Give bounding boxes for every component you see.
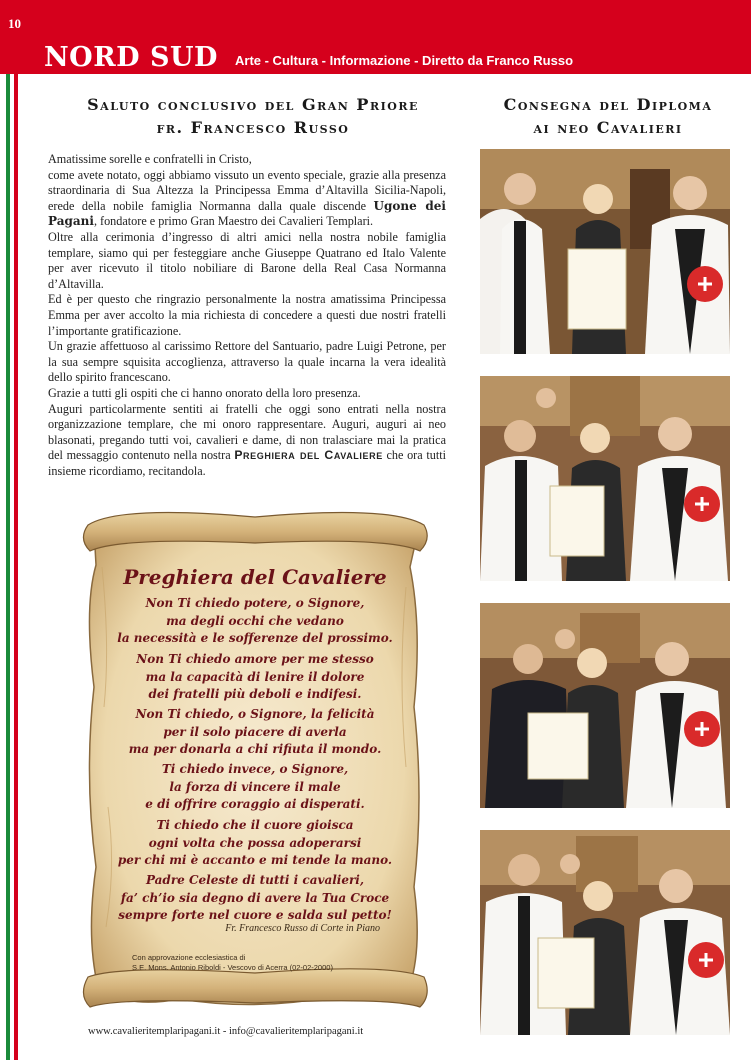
prayer-line: Ti chiedo che il cuore gioisca: [156, 818, 354, 832]
prayer-stanza: [100, 872, 410, 925]
masthead-title: NORD SUD: [44, 42, 218, 73]
prayer-line: ogni volta che possa adoperarsi: [148, 835, 362, 850]
flag-stripe-red: [14, 74, 18, 1060]
article-heading-line1: Saluto conclusivo del Gran Priore: [87, 95, 419, 114]
ceremony-photo: [480, 603, 730, 808]
prayer-scroll: [80, 507, 430, 1012]
article-paragraph: Un grazie affettuoso al carissimo Rettore del Santuario, padre Luigi Petrone, per la sua sempre squisita accoglienza, attraverso la quale incarna la vera idealità dello spirito francescano.: [48, 339, 446, 385]
prayer-line: sempre forte nel cuore e salda sul petto!: [118, 908, 392, 922]
header-band: [0, 0, 751, 74]
masthead-tagline: Arte - Cultura - Informazione - Diretto da Franco Russo: [235, 53, 574, 68]
text-run: Auguri particolarmente sentiti ai fratelli che oggi sono entrati nella nostra organizzazione templare, che mi onoro rappresentare. Auguri, auguri ai neo blasonati, pregando tutti voi, cavalieri e dame, di non tralasciare mai la pratica del messaggio contenuto nella nostra: [48, 401, 446, 463]
prayer-reference: Preghiera del Cavaliere: [234, 448, 383, 463]
prayer-line: e di offrire coraggio ai disperati.: [145, 797, 365, 811]
article-paragraph: Ed è per questo che ringrazio personalmente la nostra amatissima Principessa Emma per aver accolto la mia richiesta di concedere a questi due nostri fratelli l’importante gratificazione.: [48, 292, 446, 338]
prayer-signature: Fr. Francesco Russo di Corte in Piano: [225, 923, 380, 934]
approval-line: Con approvazione ecclesiastica di: [132, 953, 246, 962]
prayer-line: fa’ ch’io sia degno di avere la Tua Croce: [120, 890, 390, 905]
footer-contact: www.cavalieritemplaripagani.it - info@cavalieritemplaripagani.it: [88, 1026, 364, 1037]
prayer-line: ma la capacità di lenire il dolore: [145, 669, 365, 684]
prayer-line: per chi mi è accanto e mi tende la mano.: [117, 853, 393, 867]
ceremony-photo: [480, 376, 730, 581]
approval-line: S.E. Mons. Antonio Riboldi - Vescovo di Acerra (02-02-2000): [132, 962, 333, 972]
prayer-line: la necessità e le sofferenze del prossimo.: [117, 631, 393, 645]
prayer-line: Non Ti chiedo potere, o Signore,: [145, 596, 365, 610]
article-heading: [48, 93, 458, 139]
article-paragraph: [48, 402, 446, 480]
article-heading-line2: fr. Francesco Russo: [156, 118, 350, 137]
photo-section-heading: [476, 93, 740, 139]
prayer-stanza: [100, 595, 410, 648]
prayer-line: Non Ti chiedo amore per me stesso: [136, 652, 374, 666]
prayer-line: ma degli occhi che vedano: [166, 613, 344, 628]
photo-heading-line1: Consegna del Diploma: [503, 95, 713, 114]
ceremony-photo: [480, 149, 730, 354]
prayer-line: la forza di vincere il male: [169, 779, 341, 794]
page-number: 10: [8, 16, 21, 31]
photo-heading-line2: ai neo Cavalieri: [533, 118, 683, 137]
article-paragraph: [48, 168, 446, 230]
article-salutation: Amatissime sorelle e confratelli in Cristo,: [48, 152, 252, 166]
article-paragraph: Grazie a tutti gli ospiti che ci hanno onorato della loro presenza.: [48, 385, 361, 400]
prayer-line: Padre Celeste di tutti i cavalieri,: [145, 873, 365, 887]
prayer-line: ma per donarla a chi rifiuta il mondo.: [128, 742, 382, 756]
article-body: [48, 152, 446, 479]
prayer-title: Preghiera del Cavaliere: [123, 565, 387, 589]
ecclesiastical-approval: [132, 953, 372, 972]
ceremony-photo: [480, 830, 730, 1035]
text-run: , fondatore e primo Gran Maestro dei Cavalieri Templari.: [93, 214, 374, 229]
highlighted-name: Ugone dei Pagani: [48, 198, 446, 229]
prayer-line: Non Ti chiedo, o Signore, la felicità: [135, 707, 375, 721]
article-paragraph: Oltre alla cerimonia d’ingresso di altri amici nella nostra nobile famiglia templare, siamo qui per festeggiare anche Giuseppe Quatrano ed Italo Valente per aver ricevuto il titolo nobiliare di Barone della Real Casa Normanna d’Altavilla.: [48, 229, 446, 291]
prayer-line: Ti chiedo invece, o Signore,: [161, 762, 349, 776]
prayer-stanza: [100, 817, 410, 870]
text-run: che ora tutti insieme ricordiamo, recitandola.: [48, 448, 446, 478]
text-run: come avete notato, oggi abbiamo vissuto un evento speciale, grazie alla presenza straordinaria di Sua Altezza la Principessa Emma d’Altavilla Sicilia-Napoli, erede della nobile famiglia Normanna dalla quale discende: [48, 167, 446, 213]
prayer-stanza: [100, 761, 410, 814]
prayer-line: dei fratelli più deboli e indifesi.: [148, 687, 362, 701]
prayer-line: per il solo piacere di averla: [163, 724, 347, 739]
prayer-stanza: [100, 651, 410, 704]
prayer-stanza: [100, 706, 410, 759]
